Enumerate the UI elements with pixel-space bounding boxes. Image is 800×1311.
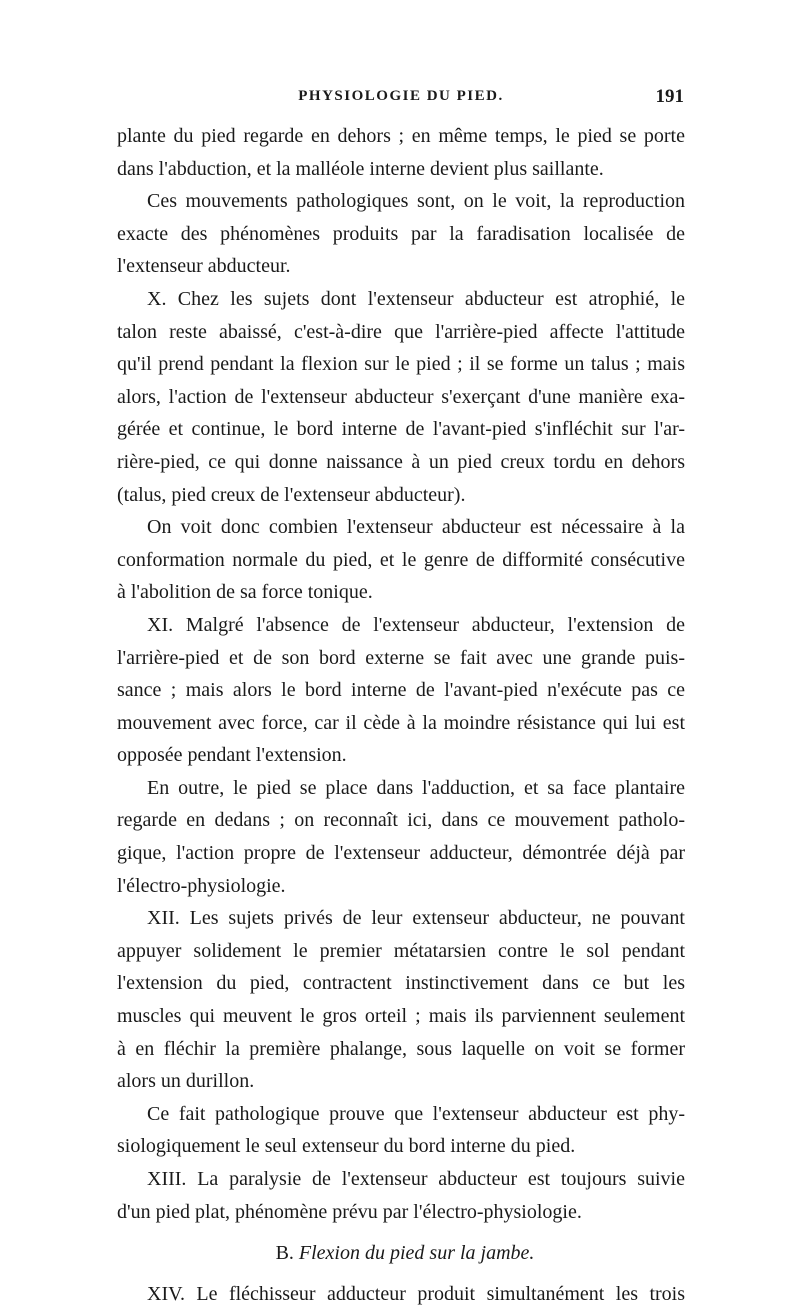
text-line: l'extension du pied, contractent instinctivement dans ce but les <box>117 972 685 995</box>
text-line: conformation normale du pied, et le genre de difformité consécutive <box>117 548 685 571</box>
running-head: PHYSIOLOGIE DU PIED. <box>298 88 504 104</box>
text-line: à l'abolition de sa force tonique. <box>117 581 373 604</box>
text-line: XIII. La paralysie de l'extenseur abducteur est toujours suivie <box>147 1168 685 1190</box>
final-text-line: XIV. Le fléchisseur adducteur produit simultanément les trois <box>147 1283 685 1306</box>
text-line: l'extenseur abducteur. <box>117 255 291 278</box>
text-line: XI. Malgré l'absence de l'extenseur abducteur, l'extension de <box>147 613 685 636</box>
text-line: à en fléchir la première phalange, sous laquelle on voit se former <box>117 1037 685 1060</box>
text-line: X. Chez les sujets dont l'extenseur abducteur est atrophié, le <box>147 287 685 310</box>
text-line: talon reste abaissé, c'est-à-dire que l'arrière-pied affecte l'attitude <box>117 320 685 343</box>
body-text <box>117 120 685 1311</box>
text-line: rière-pied, ce qui donne naissance à un pied creux tordu en dehors <box>117 450 685 473</box>
text-line: qu'il prend pendant la flexion sur le pied ; il se forme un talus ; mais <box>117 353 685 376</box>
section-title: Flexion du pied sur la jambe. <box>298 1242 535 1265</box>
text-line: regarde en dedans ; on reconnaît ici, dans ce mouvement patholo- <box>117 809 685 832</box>
text-line: siologiquement le seul extenseur du bord interne du pied. <box>117 1135 576 1158</box>
text-line: Ces mouvements pathologiques sont, on le voit, la reproduction <box>147 190 685 213</box>
text-line: muscles qui meuvent le gros orteil ; mais ils parviennent seulement <box>117 1005 685 1028</box>
text-line: (talus, pied creux de l'extenseur abducteur). <box>117 483 466 506</box>
text-line: On voit donc combien l'extenseur abducteur est nécessaire à la <box>147 516 685 539</box>
text-line: plante du pied regarde en dehors ; en même temps, le pied se porte <box>117 125 685 147</box>
text-line: l'arrière-pied et de son bord externe se fait avec une grande puis- <box>117 646 685 669</box>
text-line: l'électro-physiologie. <box>117 874 286 897</box>
text-line: Ce fait pathologique prouve que l'extenseur abducteur est phy- <box>147 1102 685 1125</box>
text-line: dans l'abduction, et la malléole interne devient plus saillante. <box>117 157 604 180</box>
text-line: exacte des phénomènes produits par la faradisation localisée de <box>117 222 685 245</box>
section-heading <box>117 1228 685 1278</box>
text-line: alors, l'action de l'extenseur abducteur s'exerçant d'une manière exa- <box>117 385 685 408</box>
text-line: opposée pendant l'extension. <box>117 744 347 767</box>
page-header <box>118 88 684 116</box>
body-lines <box>117 120 685 1228</box>
text-line: alors un durillon. <box>117 1070 255 1093</box>
text-line: sance ; mais alors le bord interne de l'avant-pied n'exécute pas ce <box>117 679 685 702</box>
page-number: 191 <box>655 86 684 107</box>
text-line: mouvement avec force, car il cède à la moindre résistance qui lui est <box>117 711 685 734</box>
text-line: XII. Les sujets privés de leur extenseur abducteur, ne pouvant <box>147 907 685 930</box>
text-line: gérée et continue, le bord interne de l'avant-pied s'infléchit sur l'ar- <box>117 418 685 441</box>
text-line: d'un pied plat, phénomène prévu par l'électro-physiologie. <box>117 1200 582 1223</box>
section-letter: B. <box>275 1242 294 1265</box>
text-line: gique, l'action propre de l'extenseur adducteur, démontrée déjà par <box>117 842 685 865</box>
text-line: En outre, le pied se place dans l'adduction, et sa face plantaire <box>147 776 685 799</box>
text-line: appuyer solidement le premier métatarsien contre le sol pendant <box>117 939 685 962</box>
